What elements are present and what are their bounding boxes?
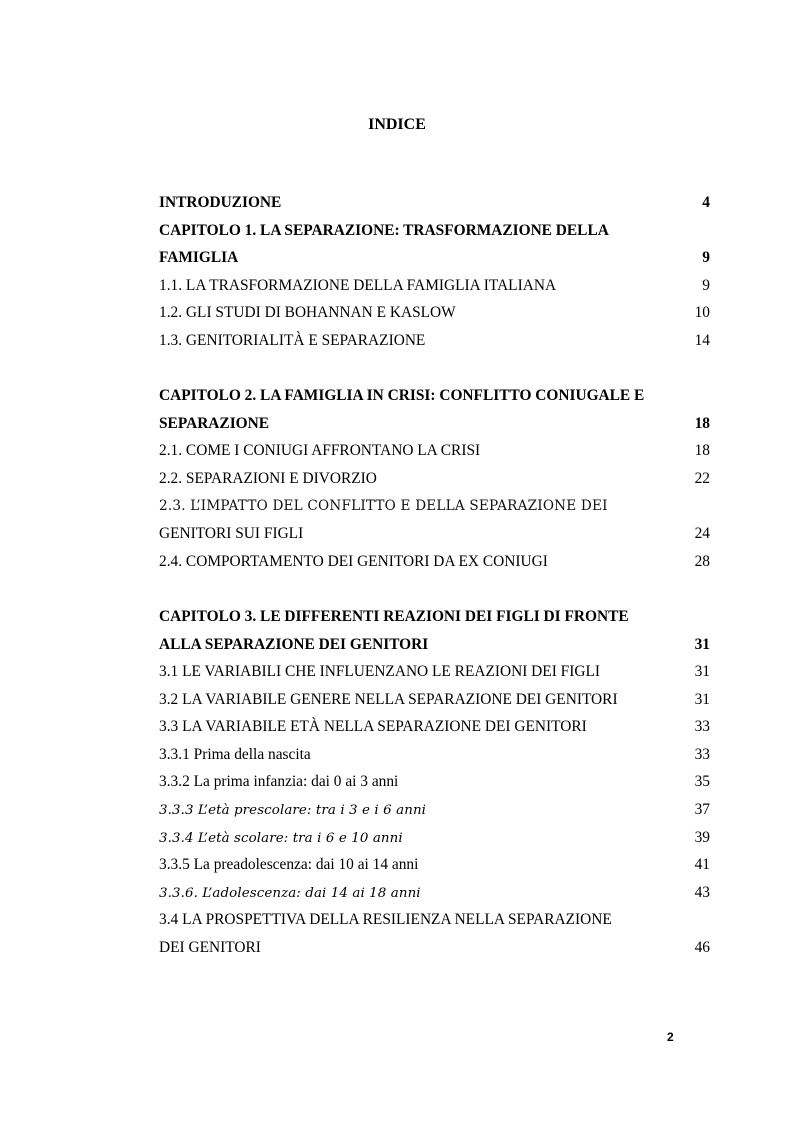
toc-entry-1-1[interactable]: [159, 272, 710, 300]
toc-entry-2-4[interactable]: [159, 548, 710, 576]
toc-entry-page: 31: [694, 635, 710, 653]
toc-entry-page: 10: [694, 304, 710, 322]
toc-entry-text: CAPITOLO 3. LE DIFFERENTI REAZIONI DEI FIGLI DI FRONTE: [159, 607, 629, 625]
toc-entry-3-4[interactable]: [159, 906, 710, 934]
toc-entry-page: 24: [694, 525, 710, 543]
toc-entry-2-3[interactable]: [159, 493, 710, 521]
toc-entry-3-3-2[interactable]: [159, 768, 710, 796]
toc-entry-3-3-1[interactable]: [159, 741, 710, 769]
toc-entry-2-3-cont[interactable]: [159, 520, 710, 548]
toc-entry-capitolo-3[interactable]: [159, 603, 710, 631]
toc-entry-text: SEPARAZIONE: [159, 414, 270, 432]
toc-entry-2-1[interactable]: [159, 437, 710, 465]
toc-entry-3-3-4[interactable]: [159, 824, 710, 852]
toc-entry-capitolo-2[interactable]: [159, 382, 710, 410]
toc-entry-3-3-3[interactable]: [159, 796, 710, 824]
toc-entry-text: 3.4 LA PROSPETTIVA DELLA RESILIENZA NELLA SEPARAZIONE: [159, 911, 612, 929]
toc-entry-page: 41: [694, 856, 710, 874]
toc-entry-page: 9: [702, 249, 710, 267]
toc-entry-page: 4: [702, 194, 710, 211]
toc-entry-3-4-cont[interactable]: [159, 934, 710, 962]
toc-entry-text: FAMIGLIA: [159, 249, 239, 267]
toc-entry-text: 1.2. GLI STUDI DI BOHANNAN E KASLOW: [159, 304, 456, 322]
toc-entry-3-3-6[interactable]: [159, 879, 710, 907]
toc-entry-page: 22: [694, 469, 710, 487]
toc-entry-page: 46: [694, 939, 710, 957]
section-gap: [159, 575, 710, 603]
toc-entry-text: 3.3.1 Prima della nascita: [159, 745, 311, 763]
toc-entry-text: 3.2 LA VARIABILE GENERE NELLA SEPARAZIONE DEI GENITORI: [159, 690, 618, 708]
toc-entry-page: 18: [694, 442, 710, 460]
toc-entry-text: 3.3.2 La prima infanzia: dai 0 ai 3 anni: [159, 773, 399, 791]
toc-entry-2-2[interactable]: [159, 465, 710, 493]
toc-entry-text: 3.3.6. L’adolescenza: dai 14 ai 18 anni: [159, 885, 421, 901]
toc-entry-page: 37: [694, 801, 710, 819]
toc-entry-text: 3.3.4 L’età scolare: tra i 6 e 10 anni: [159, 830, 403, 846]
toc-entry-page: 33: [694, 745, 710, 763]
toc-entry-page: 31: [694, 663, 710, 681]
toc-entry-text: 3.1 LE VARIABILI CHE INFLUENZANO LE REAZIONI DEI FIGLI: [159, 663, 600, 681]
toc-entry-capitolo-1-cont[interactable]: [159, 244, 710, 272]
toc-entry-text: INTRODUZIONE: [159, 194, 282, 211]
toc-entry-page: 43: [694, 883, 710, 901]
toc-entry-capitolo-3-cont[interactable]: [159, 631, 710, 659]
toc-entry-3-3-5[interactable]: [159, 851, 710, 879]
toc-entry-text: 2.4. COMPORTAMENTO DEI GENITORI DA EX CONIUGI: [159, 552, 548, 570]
toc-entry-page: 31: [694, 690, 710, 708]
toc-entry-text: 1.1. LA TRASFORMAZIONE DELLA FAMIGLIA ITALIANA: [159, 276, 557, 294]
toc-entry-capitolo-2-cont[interactable]: [159, 410, 710, 438]
toc-entry-text: 2.2. SEPARAZIONI E DIVORZIO: [159, 469, 377, 487]
toc-entry-page: 33: [694, 718, 710, 736]
page-title: INDICE: [368, 116, 426, 133]
toc-entry-capitolo-1[interactable]: [159, 217, 710, 245]
toc-entry-page: 39: [694, 828, 710, 846]
toc-entry-text: 3.3.5 La preadolescenza: dai 10 ai 14 anni: [159, 856, 419, 874]
toc-entry-3-3[interactable]: [159, 713, 710, 741]
toc-entry-3-2[interactable]: [159, 686, 710, 714]
toc-entry-page: 14: [694, 331, 710, 349]
toc-entry-introduzione[interactable]: [159, 189, 710, 217]
toc-entry-3-1[interactable]: [159, 658, 710, 686]
toc-entry-page: 9: [702, 276, 710, 294]
toc-entry-text: 1.3. GENITORIALITÀ E SEPARAZIONE: [159, 331, 426, 349]
section-gap: [159, 355, 710, 383]
toc-entry-text: GENITORI SUI FIGLI: [159, 525, 304, 543]
toc-entry-text: DEI GENITORI: [159, 939, 261, 957]
toc-entry-page: 35: [694, 773, 710, 791]
toc-entry-text: ALLA SEPARAZIONE DEI GENITORI: [159, 635, 429, 653]
toc-entry-text: CAPITOLO 1. LA SEPARAZIONE: TRASFORMAZIONE DELLA: [159, 221, 609, 239]
toc-entry-page: 28: [694, 552, 710, 570]
toc-entry-text: 2.1. COME I CONIUGI AFFRONTANO LA CRISI: [159, 442, 481, 460]
toc-entry-page: 18: [694, 414, 710, 432]
toc-entry-text: 3.3 LA VARIABILE ETÀ NELLA SEPARAZIONE DEI GENITORI: [159, 718, 587, 736]
toc-entry-1-3[interactable]: [159, 327, 710, 355]
table-of-contents: [159, 189, 710, 962]
toc-entry-1-2[interactable]: [159, 299, 710, 327]
page-number: 2: [667, 1030, 674, 1044]
toc-entry-text: 2.3. L’IMPATTO DEL CONFLITTO E DELLA SEPARAZIONE DEI: [159, 497, 608, 514]
toc-entry-text: CAPITOLO 2. LA FAMIGLIA IN CRISI: CONFLITTO CONIUGALE E: [159, 387, 645, 405]
toc-entry-text: 3.3.3 L’età prescolare: tra i 3 e i 6 anni: [159, 803, 427, 819]
